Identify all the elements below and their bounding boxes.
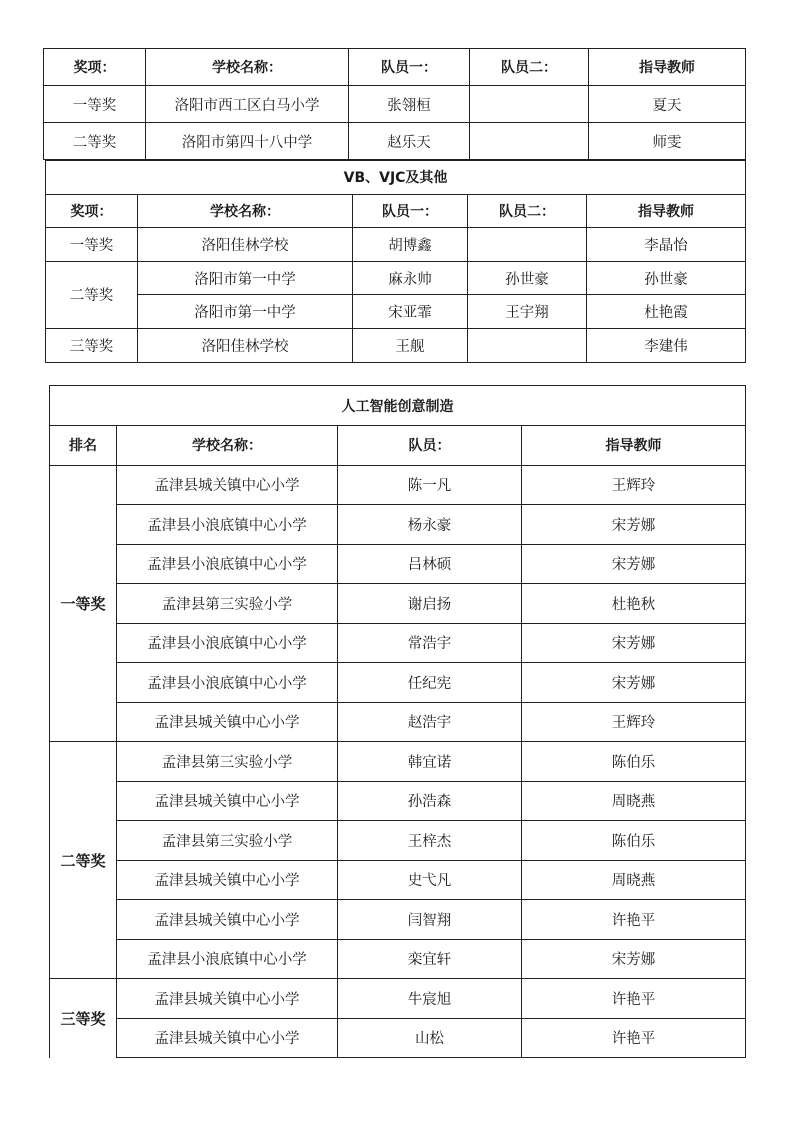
teacher-cell: 王辉玲 (522, 702, 746, 742)
table-row (44, 123, 746, 160)
teacher-cell: 宋芳娜 (522, 939, 746, 979)
member2-cell: 孙世豪 (468, 261, 587, 295)
member-cell: 牛宸旭 (338, 979, 522, 1019)
teacher-cell: 宋芳娜 (522, 623, 746, 663)
header-row (46, 194, 746, 228)
header-member2: 队员二： (470, 49, 589, 86)
school-cell: 孟津县小浪底镇中心小学 (117, 544, 338, 584)
header-member1: 队员一： (349, 49, 470, 86)
teacher-cell: 杜艳秋 (522, 584, 746, 624)
school-cell: 洛阳市第一中学 (138, 295, 353, 329)
school-cell: 孟津县城关镇中心小学 (117, 1018, 338, 1058)
member-cell: 孙浩森 (338, 781, 522, 821)
teacher-cell: 王辉玲 (522, 465, 746, 505)
member-cell: 杨永豪 (338, 505, 522, 545)
table-row (50, 584, 746, 624)
award-cell: 一等奖 (44, 86, 146, 123)
member1-cell: 麻永帅 (353, 261, 468, 295)
header-teacher: 指导教师 (589, 49, 746, 86)
member2-cell (470, 86, 589, 123)
header-teacher: 指导教师 (522, 426, 746, 466)
school-cell: 孟津县城关镇中心小学 (117, 979, 338, 1019)
header-rank: 排名 (50, 426, 117, 466)
school-cell: 洛阳市第四十八中学 (146, 123, 349, 160)
table-row (46, 228, 746, 262)
teacher-cell: 杜艳霞 (587, 295, 746, 329)
teacher-cell: 周晓燕 (522, 860, 746, 900)
member-cell: 韩宜诺 (338, 742, 522, 782)
rank-cell: 二等奖 (50, 742, 117, 979)
header-member1: 队员一： (353, 194, 468, 228)
award-cell: 一等奖 (46, 228, 138, 262)
member2-cell (470, 123, 589, 160)
award-cell: 三等奖 (46, 328, 138, 362)
table-row (50, 821, 746, 861)
member2-cell (468, 228, 587, 262)
teacher-cell: 许艳平 (522, 1018, 746, 1058)
header-teacher: 指导教师 (587, 194, 746, 228)
table-row (44, 86, 746, 123)
table-title: 人工智能创意制造 (50, 386, 746, 426)
header-row (44, 49, 746, 86)
teacher-cell: 宋芳娜 (522, 544, 746, 584)
teacher-cell: 许艳平 (522, 979, 746, 1019)
table-row (50, 702, 746, 742)
member-cell: 闫智翔 (338, 900, 522, 940)
member-cell: 栾宜轩 (338, 939, 522, 979)
school-cell: 孟津县城关镇中心小学 (117, 781, 338, 821)
header-member2: 队员二： (468, 194, 587, 228)
member1-cell: 赵乐天 (349, 123, 470, 160)
teacher-cell: 宋芳娜 (522, 505, 746, 545)
member-cell: 常浩宇 (338, 623, 522, 663)
school-cell: 孟津县小浪底镇中心小学 (117, 505, 338, 545)
header-member: 队员： (338, 426, 522, 466)
school-cell: 孟津县城关镇中心小学 (117, 860, 338, 900)
school-cell: 孟津县小浪底镇中心小学 (117, 663, 338, 703)
teacher-cell: 陈伯乐 (522, 742, 746, 782)
header-school: 学校名称： (146, 49, 349, 86)
rank-cell: 三等奖 (50, 979, 117, 1058)
table-title: VB、VJC及其他 (46, 161, 746, 195)
award-table-2 (45, 160, 746, 363)
table-row (50, 979, 746, 1019)
teacher-cell: 师雯 (589, 123, 746, 160)
table-row (46, 328, 746, 362)
teacher-cell: 宋芳娜 (522, 663, 746, 703)
teacher-cell: 陈伯乐 (522, 821, 746, 861)
member2-cell (468, 328, 587, 362)
table-row (50, 505, 746, 545)
member-cell: 王梓杰 (338, 821, 522, 861)
table-row (50, 742, 746, 782)
table-row (50, 1018, 746, 1058)
rank-cell: 一等奖 (50, 465, 117, 742)
member1-cell: 张翎桓 (349, 86, 470, 123)
member-cell: 吕林硕 (338, 544, 522, 584)
school-cell: 孟津县第三实验小学 (117, 742, 338, 782)
school-cell: 孟津县小浪底镇中心小学 (117, 623, 338, 663)
header-award: 奖项： (46, 194, 138, 228)
award-cell: 二等奖 (46, 261, 138, 328)
member-cell: 谢启扬 (338, 584, 522, 624)
table-row (50, 465, 746, 505)
teacher-cell: 李晶怡 (587, 228, 746, 262)
member-cell: 赵浩宇 (338, 702, 522, 742)
teacher-cell: 李建伟 (587, 328, 746, 362)
member-cell: 山松 (338, 1018, 522, 1058)
school-cell: 孟津县第三实验小学 (117, 821, 338, 861)
member1-cell: 宋亚霏 (353, 295, 468, 329)
school-cell: 孟津县城关镇中心小学 (117, 702, 338, 742)
award-table-1 (43, 48, 746, 160)
header-school: 学校名称： (138, 194, 353, 228)
table-row (50, 544, 746, 584)
teacher-cell: 夏天 (589, 86, 746, 123)
table-row (50, 860, 746, 900)
table-row (50, 623, 746, 663)
award-cell: 二等奖 (44, 123, 146, 160)
header-award: 奖项： (44, 49, 146, 86)
member1-cell: 胡博鑫 (353, 228, 468, 262)
teacher-cell: 孙世豪 (587, 261, 746, 295)
school-cell: 孟津县城关镇中心小学 (117, 900, 338, 940)
school-cell: 孟津县城关镇中心小学 (117, 465, 338, 505)
school-cell: 洛阳佳林学校 (138, 328, 353, 362)
title-row (50, 386, 746, 426)
table-row (50, 781, 746, 821)
school-cell: 孟津县小浪底镇中心小学 (117, 939, 338, 979)
title-row (46, 161, 746, 195)
member-cell: 史弋凡 (338, 860, 522, 900)
school-cell: 孟津县第三实验小学 (117, 584, 338, 624)
member-cell: 陈一凡 (338, 465, 522, 505)
member2-cell: 王宇翔 (468, 295, 587, 329)
table-row (46, 261, 746, 295)
header-row (50, 426, 746, 466)
teacher-cell: 周晓燕 (522, 781, 746, 821)
table-row (50, 663, 746, 703)
school-cell: 洛阳市第一中学 (138, 261, 353, 295)
school-cell: 洛阳市西工区白马小学 (146, 86, 349, 123)
award-table-3 (49, 385, 746, 1058)
member-cell: 任纪宪 (338, 663, 522, 703)
school-cell: 洛阳佳林学校 (138, 228, 353, 262)
table-row (46, 295, 746, 329)
table-row (50, 900, 746, 940)
member1-cell: 王舰 (353, 328, 468, 362)
table-row (50, 939, 746, 979)
header-school: 学校名称： (117, 426, 338, 466)
teacher-cell: 许艳平 (522, 900, 746, 940)
